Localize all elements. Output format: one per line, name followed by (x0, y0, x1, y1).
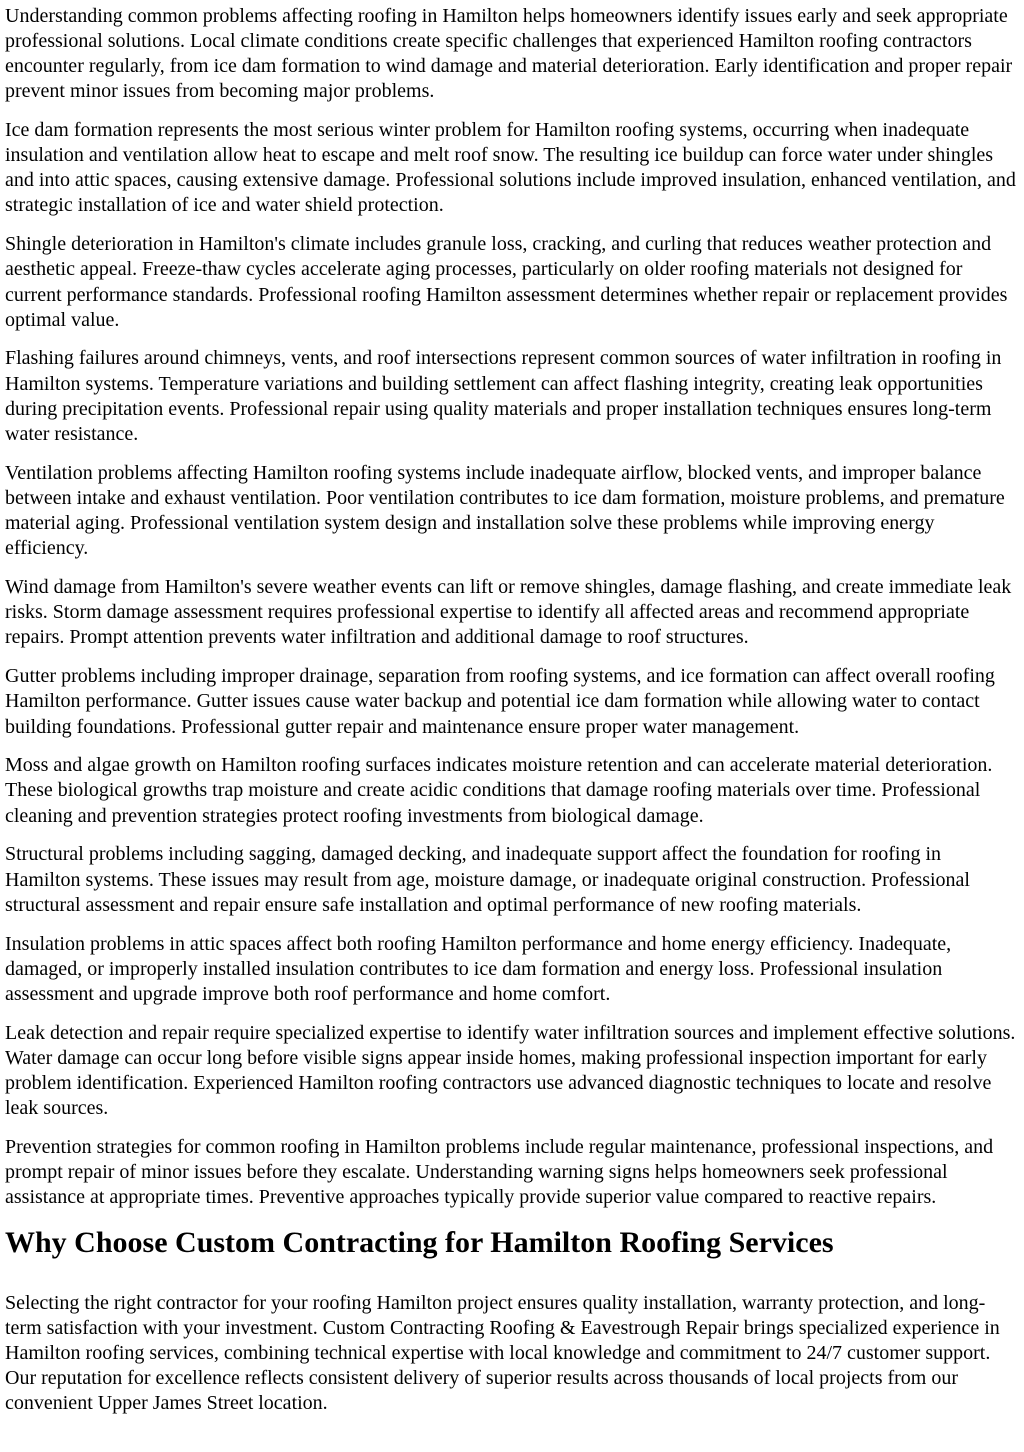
paragraph-ice-dam-formation: Ice dam formation represents the most serious winter problem for Hamilton roofing systems, occurring when inadequate insulation and ventilation allow heat to escape and melt roof snow. The resulting ice buildup can force water under shingles and into attic spaces, causing extensive damage. Professional solutions include improved insulation, enhanced ventilation, and strategic installation of ice and water shield protection. (5, 118, 1016, 217)
paragraph-common-problems-intro: Understanding common problems affecting roofing in Hamilton helps homeowners identify issues early and seek appropriate professional solutions. Local climate conditions create specific challenges that experienced Hamilton roofing contractors encounter regularly, from ice dam formation to wind damage and material deterioration. Early identification and proper repair prevent minor issues from becoming major problems. (5, 4, 1013, 103)
paragraph-gutter-problems: Gutter problems including improper drainage, separation from roofing systems, and ice formation can affect overall roofing Hamilton performance. Gutter issues cause water backup and potential ice dam formation while allowing water to contact building foundations. Professional gutter repair and maintenance ensure proper water management. (5, 665, 995, 738)
paragraph-why-choose-closing: Selecting the right contractor for your roofing Hamilton project ensures quality installation, warranty protection, and long-term satisfaction with your investment. Custom Contracting Roofing & Eavestrough Repair brings specialized experience in Hamilton roofing services, combining technical expertise with local knowledge and commitment to 24/7 customer support. Our reputation for excellence reflects consistent delivery of superior results across thousands of local projects from our convenient Upper James Street location. (5, 1291, 1000, 1415)
paragraph-flashing-failures: Flashing failures around chimneys, vents, and roof intersections represent common sources of water infiltration in roofing in Hamilton systems. Temperature variations and building settlement can affect flashing integrity, creating leak opportunities during precipitation events. Professional repair using quality materials and proper installation techniques ensures long-term water resistance. (5, 347, 1002, 446)
paragraph-insulation-problems: Insulation problems in attic spaces affect both roofing Hamilton performance and home energy efficiency. Inadequate, damaged, or improperly installed insulation contributes to ice dam formation and energy loss. Professional insulation assessment and upgrade improve both roof performance and home comfort. (5, 932, 952, 1005)
paragraph-shingle-deterioration: Shingle deterioration in Hamilton's climate includes granule loss, cracking, and curling that reduces weather protection and aesthetic appeal. Freeze-thaw cycles accelerate aging processes, particularly on older roofing materials not designed for current performance standards. Professional roofing Hamilton assessment determines whether repair or replacement provides optimal value. (5, 233, 1008, 331)
paragraph-prevention-strategies: Prevention strategies for common roofing in Hamilton problems include regular maintenance, professional inspections, and prompt repair of minor issues before they escalate. Understanding warning signs helps homeowners seek professional assistance at appropriate times. Preventive approaches typically provide superior value compared to reactive repairs. (5, 1135, 994, 1209)
paragraph-leak-detection: Leak detection and repair require specialized expertise to identify water infiltration sources and implement effective solutions. Water damage can occur long before visible signs appear inside homes, making professional inspection important for early problem identification. Experienced Hamilton roofing contractors use advanced diagnostic techniques to locate and resolve leak sources. (5, 1021, 1016, 1120)
paragraph-moss-algae-growth: Moss and algae growth on Hamilton roofing surfaces indicates moisture retention and can accelerate material deterioration. These biological growths trap moisture and create acidic conditions that damage roofing materials over time. Professional cleaning and prevention strategies protect roofing investments from biological damage. (5, 754, 993, 827)
page (0, 4, 1024, 1452)
paragraph-ventilation-problems: Ventilation problems affecting Hamilton roofing systems include inadequate airflow, blocked vents, and improper balance between intake and exhaust ventilation. Poor ventilation contributes to ice dam formation, moisture problems, and premature material aging. Professional ventilation system design and installation solve these problems while improving energy efficiency. (5, 461, 1005, 560)
paragraph-wind-damage: Wind damage from Hamilton's severe weather events can lift or remove shingles, damage flashing, and create immediate leak risks. Storm damage assessment requires professional expertise to identify all affected areas and recommend appropriate repairs. Prompt attention prevents water infiltration and additional damage to roof structures. (5, 576, 1012, 649)
article-content (0, 4, 1024, 1417)
section-heading-why-choose: Why Choose Custom Contracting for Hamilton Roofing Services (5, 1225, 834, 1259)
paragraph-structural-problems: Structural problems including sagging, damaged decking, and inadequate support affect the foundation for roofing in Hamilton systems. These issues may result from age, moisture damage, or inadequate original construction. Professional structural assessment and repair ensure safe installation and optimal performance of new roofing materials. (5, 843, 970, 916)
